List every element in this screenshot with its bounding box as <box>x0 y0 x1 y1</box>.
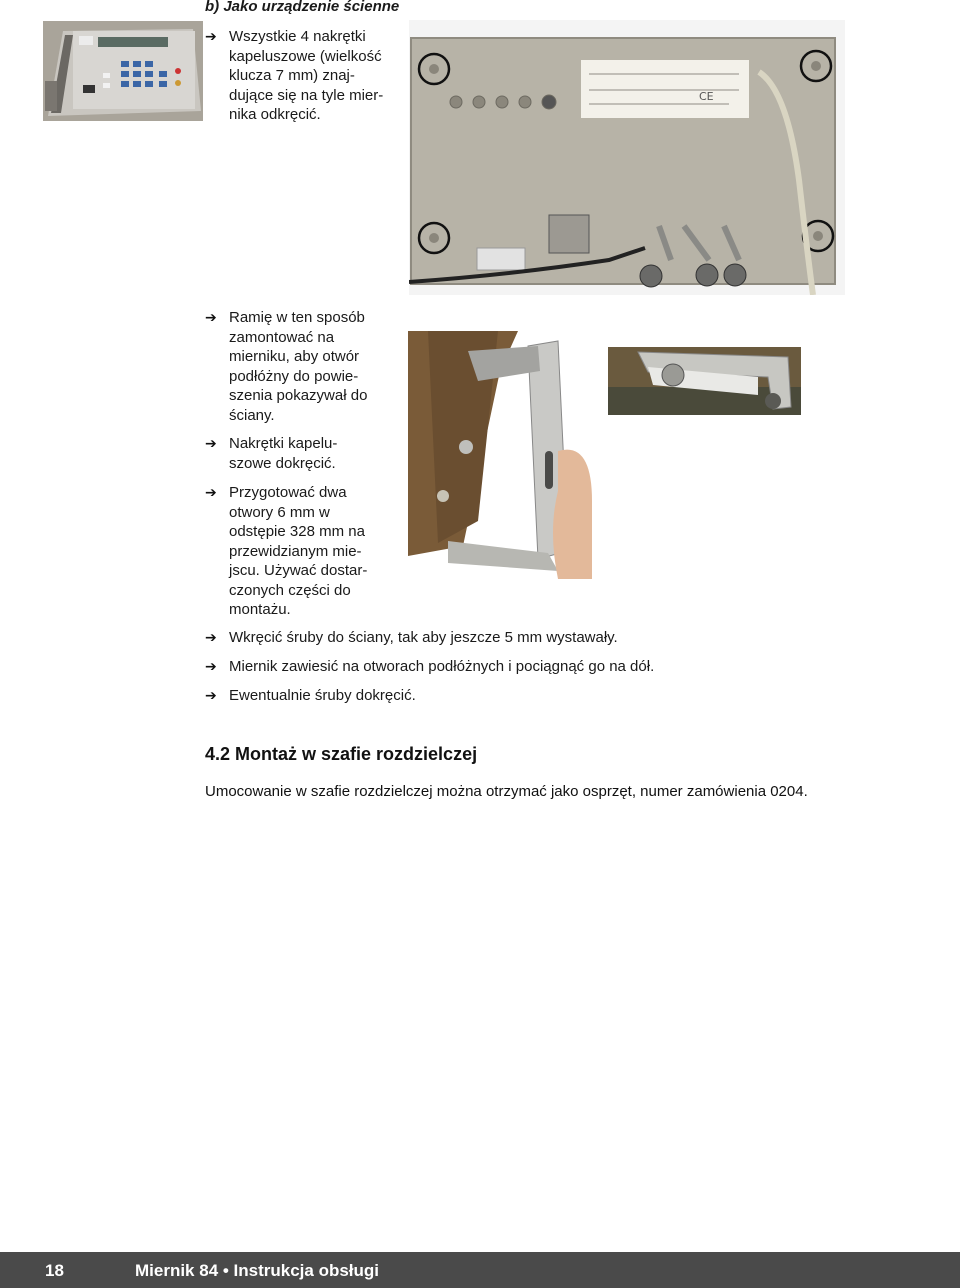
bullet-text: Ewentualnie śruby dokręcić. <box>229 687 416 704</box>
right-arrow-icon: ➔ <box>205 435 217 451</box>
bracket-detail-photo <box>608 347 801 415</box>
device-front-photo <box>43 21 203 121</box>
right-arrow-icon: ➔ <box>205 309 217 325</box>
section-title: 4.2 Montaż w szafie rozdzielczej <box>205 744 478 764</box>
bullet-text: Przygotować dwa otwory 6 mm w odstępie 328 mm na przewidzianym mie- jscu. Używać dostar- czonych części do montażu. <box>229 484 368 618</box>
bullet-item <box>205 434 337 473</box>
right-arrow-icon: ➔ <box>205 658 217 674</box>
svg-text:CE: CE <box>699 90 714 103</box>
footer-title: Miernik 84 • Instrukcja obsługi <box>135 1261 380 1280</box>
bullet-item <box>205 628 618 648</box>
section-paragraph: Umocowanie w szafie rozdzielczej można otrzymać jako osprzęt, numer zamówienia 0204. <box>205 783 808 800</box>
bullet-item <box>205 657 654 677</box>
right-arrow-icon: ➔ <box>205 687 217 703</box>
bullet-item <box>205 308 367 425</box>
bullet-text: Ramię w ten sposób zamontować na mierniku, aby otwór podłóżny do powie- szenia pokazywał do ściany. <box>229 309 368 424</box>
device-back-photo <box>409 20 845 295</box>
bullet-text: Wkręcić śruby do ściany, tak aby jeszcze 5 mm wystawały. <box>229 629 618 646</box>
right-arrow-icon: ➔ <box>205 28 217 44</box>
bullet-item <box>205 686 416 706</box>
bullet-text: Miernik zawiesić na otworach podłóżnych i pociągnąć go na dół. <box>229 658 655 675</box>
bullet-text: Wszystkie 4 nakrętki kapeluszowe (wielkość klucza 7 mm) znaj- dujące się na tyle mier- nika odkręcić. <box>229 28 384 123</box>
section-b-heading: b) Jako urządzenie ścienne <box>205 0 400 15</box>
right-arrow-icon: ➔ <box>205 629 217 645</box>
bullet-item <box>205 483 367 620</box>
bullet-text: Nakrętki kapelu- szowe dokręcić. <box>229 435 338 472</box>
right-arrow-icon: ➔ <box>205 484 217 500</box>
page-number: 18 <box>45 1261 64 1280</box>
bracket-mounting-photo <box>408 331 592 579</box>
bullet-item <box>205 27 383 125</box>
